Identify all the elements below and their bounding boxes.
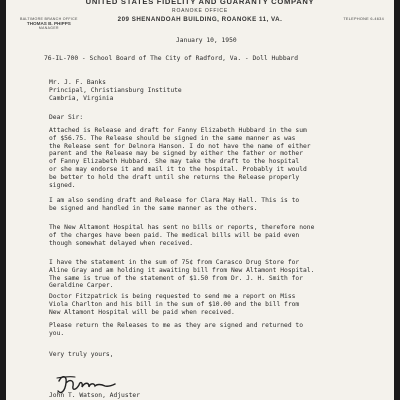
recipient-location: Cambria, Virginia [49, 95, 114, 102]
manager-title: MANAGER [38, 26, 59, 30]
paragraph-6 [49, 322, 379, 338]
letter-page [6, 0, 394, 400]
paragraph-2 [49, 197, 379, 213]
recipient-title: Principal, Christiansburg Institute [49, 87, 182, 94]
reference-line: 76-IL-700 - School Board of The City of Radford, Va. - Doll Hubbard [44, 55, 299, 62]
paragraph-line: The New Altamont Hospital has sent no bills or reports, therefore none [49, 224, 315, 231]
paragraph-line: be better to hold the draft until she returns the Release properly [49, 173, 300, 181]
paragraph-line: the Release sent for Delnora Hanson. I do not have the name of either [49, 142, 311, 150]
paragraph-line: Please return the Releases to me as they are signed and returned to [49, 322, 304, 329]
letterhead-branch-block [20, 17, 78, 30]
recipient-name: Mr. J. F. Banks [49, 79, 106, 86]
paragraph-line: of Fanny Elizabeth Hubbard. She may take the draft to the hospital [49, 158, 300, 166]
paragraph-3 [49, 224, 379, 247]
letterhead-address: 209 SHENANDOAH BUILDING, ROANOKE 11, VA. [117, 16, 283, 23]
paragraph-line: parent and the Release may be signed by either the father or mother [49, 150, 304, 158]
letter-date: January 10, 1950 [176, 37, 237, 44]
paragraph-line: or she may endorse it and mail it to the hospital. Probably it would [49, 165, 307, 173]
paragraph-line: Doctor Fitzpatrick is being requested to send me a report on Miss [49, 293, 296, 300]
paragraph-line: of the charges have been paid. The medical bills will be paid even [49, 231, 300, 239]
paragraph-line: Aline Gray and am holding it awaiting bill from New Altamont Hospital. [49, 266, 315, 274]
paragraph-line: I am also sending draft and Release for Clara May Hall. This is to [49, 197, 300, 204]
letterhead-telephone: TELEPHONE 6-4634 [343, 17, 384, 21]
paragraph-5 [49, 293, 379, 316]
paragraph-4 [49, 259, 379, 290]
paragraph-line: Viola Charlton and his bill in the sum of $10.00 and the bill from [49, 300, 300, 308]
manager-name: THOMAS B. PHIPPS [26, 21, 71, 26]
signer-name: John T. Watson, Adjuster [49, 392, 140, 399]
paragraph-line: I have the statement in the sum of 75¢ from Carasco Drug Store for [49, 259, 300, 266]
paragraph-line: you. [49, 329, 65, 337]
salutation: Dear Sir: [49, 114, 84, 121]
paragraph-line: The same is true of the statement of $1.50 from Dr. J. H. Smith for [49, 274, 304, 282]
paragraph-line: Geraldine Carper. [49, 282, 114, 290]
letterhead-office: ROANOKE OFFICE [172, 8, 228, 14]
letterhead-company: UNITED STATES FIDELITY AND GUARANTY COMPANY [85, 0, 315, 6]
paragraph-1 [49, 127, 379, 189]
paragraph-line: Attached is Release and draft for Fanny Elizabeth Hubbard in the sum [49, 127, 307, 134]
paragraph-line: though somewhat delayed when received. [49, 239, 194, 247]
closing: Very truly yours, [49, 351, 114, 358]
paragraph-line: New Altamont Hospital will be paid when received. [49, 308, 235, 316]
paragraph-line: be signed and handled in the same manner as the others. [49, 204, 258, 212]
paragraph-line: of $56.75. The Release should be signed in the same manner as was [49, 134, 296, 142]
paragraph-line: signed. [49, 181, 76, 189]
branch-label: BALTIMORE BRANCH OFFICE [20, 17, 78, 21]
